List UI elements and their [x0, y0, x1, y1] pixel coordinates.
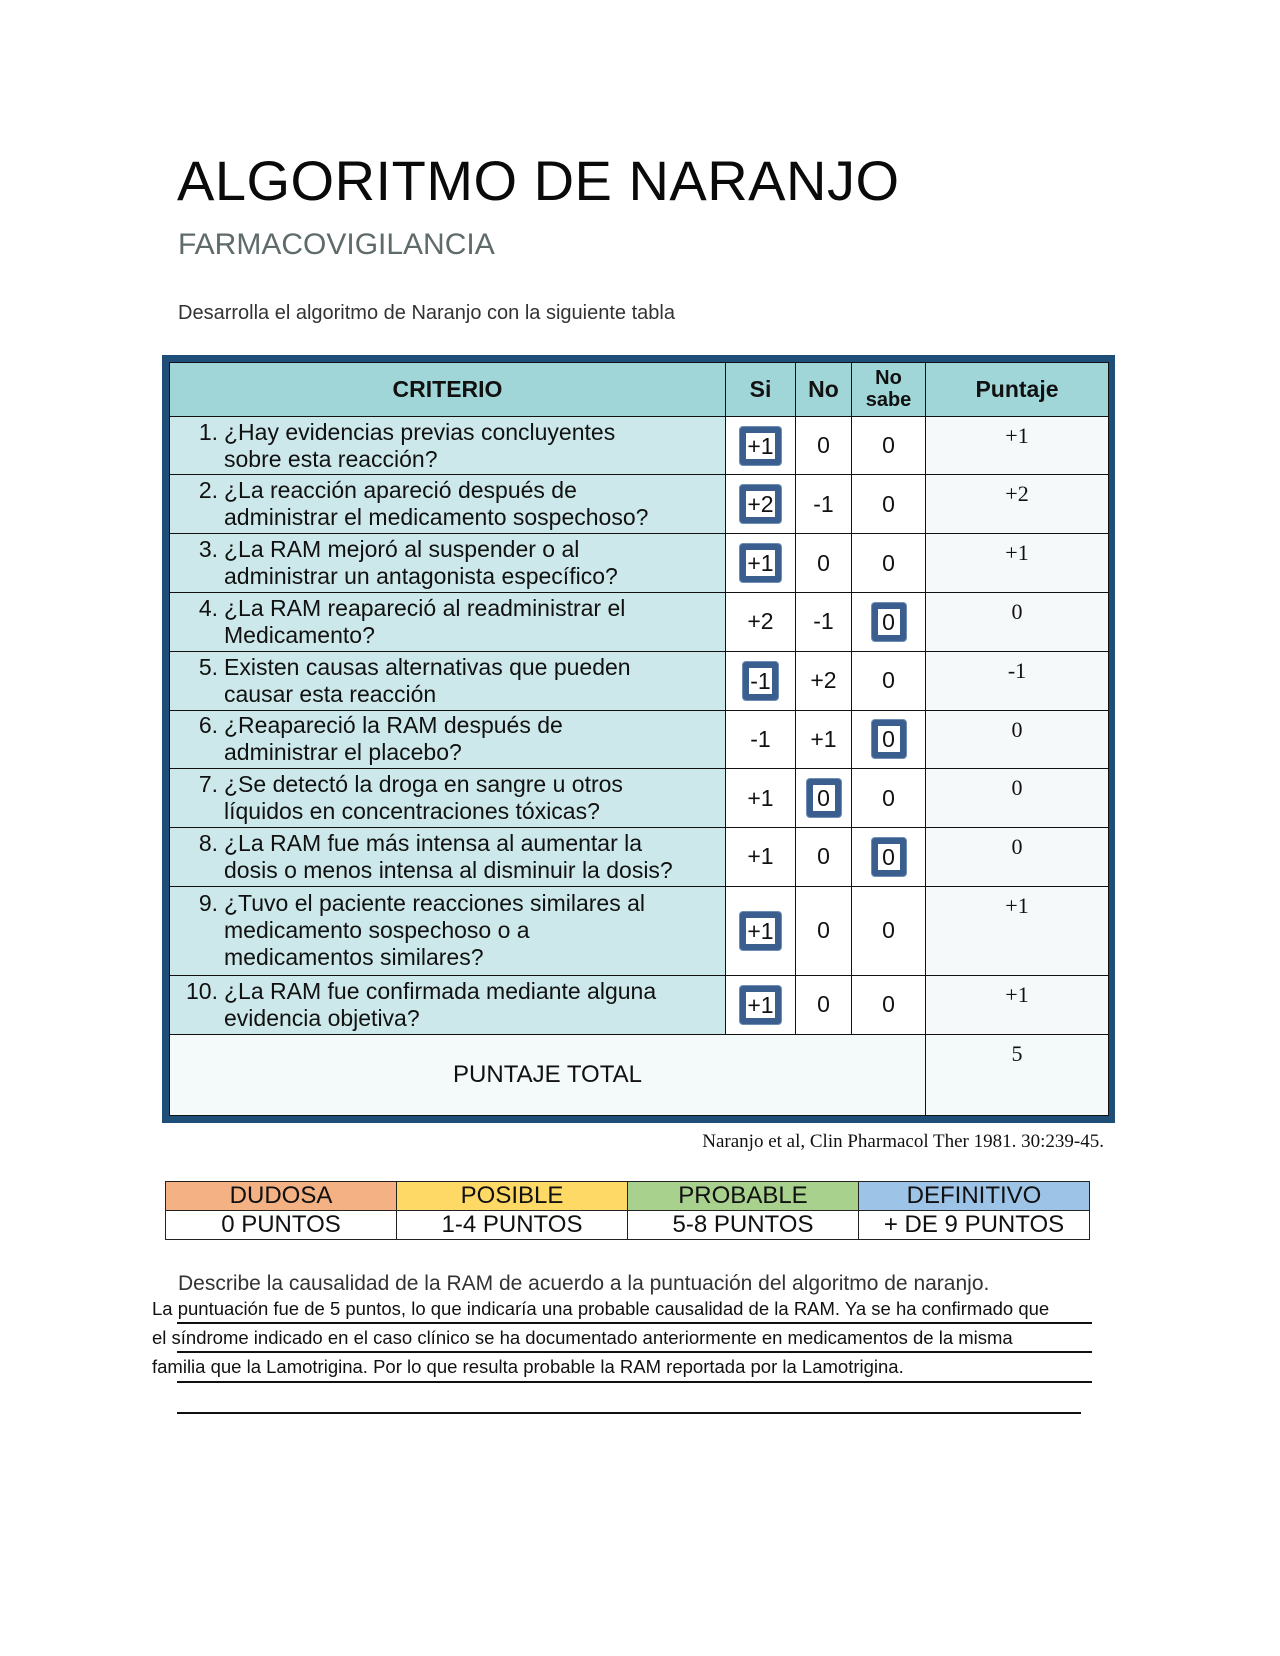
- causality-scale: [165, 1181, 1090, 1240]
- criteria-row: [170, 976, 1109, 1035]
- selected-answer-box[interactable]: 0: [872, 720, 906, 758]
- answer-rule-2: [177, 1351, 1092, 1353]
- total-score: 5: [926, 1034, 1109, 1115]
- selected-answer-box[interactable]: +2: [740, 485, 780, 523]
- option-si[interactable]: [726, 651, 796, 710]
- answer-line-1[interactable]: La puntuación fue de 5 puntos, lo que indicaría una probable causalidad de la RAM. Ya se ha confirmado que: [152, 1298, 1050, 1319]
- option-si[interactable]: +2: [726, 593, 796, 652]
- option-no[interactable]: 0: [796, 416, 852, 475]
- criteria-row: [170, 828, 1109, 887]
- row-score: 0: [926, 769, 1109, 828]
- selected-answer-box[interactable]: 0: [872, 838, 906, 876]
- option-no[interactable]: +2: [796, 651, 852, 710]
- criteria-row: [170, 475, 1109, 534]
- col-no-sabe: No sabe: [852, 363, 926, 417]
- scale-labels-row: [166, 1182, 1090, 1211]
- option-no[interactable]: +1: [796, 710, 852, 769]
- citation: Naranjo et al, Clin Pharmacol Ther 1981. 30:239-45.: [702, 1131, 1104, 1152]
- option-si[interactable]: -1: [726, 710, 796, 769]
- criteria-row: [170, 593, 1109, 652]
- naranjo-table-frame: [162, 355, 1115, 1123]
- scale-probable: PROBABLE: [628, 1182, 859, 1211]
- answer-line-2[interactable]: el síndrome indicado en el caso clínico se ha documentado anteriormente en medicamentos de la misma: [152, 1327, 1013, 1348]
- selected-answer-box[interactable]: +1: [740, 912, 780, 950]
- criteria-text: 1. ¿Hay evidencias previas concluyentes sobre esta reacción?: [170, 416, 726, 475]
- criteria-text: 7. ¿Se detectó la droga en sangre u otros líquidos en concentraciones tóxicas?: [170, 769, 726, 828]
- scale-dudosa: DUDOSA: [166, 1182, 397, 1211]
- row-score: +1: [926, 534, 1109, 593]
- option-no-sabe[interactable]: 0: [852, 651, 926, 710]
- option-no-sabe[interactable]: 0: [852, 534, 926, 593]
- row-score: +1: [926, 416, 1109, 475]
- total-row: [170, 1034, 1109, 1115]
- criteria-text: 10. ¿La RAM fue confirmada mediante alguna evidencia objetiva?: [170, 976, 726, 1035]
- page-subtitle: FARMACOVIGILANCIA: [178, 228, 495, 261]
- criteria-row: [170, 886, 1109, 975]
- selected-answer-box[interactable]: -1: [743, 662, 777, 700]
- option-si[interactable]: [726, 416, 796, 475]
- option-no[interactable]: 0: [796, 534, 852, 593]
- selected-answer-box[interactable]: 0: [807, 779, 841, 817]
- answer-rule-1: [177, 1322, 1092, 1324]
- criteria-row: [170, 534, 1109, 593]
- option-no-sabe[interactable]: [852, 710, 926, 769]
- range-dudosa: 0 PUNTOS: [166, 1211, 397, 1240]
- row-score: +1: [926, 976, 1109, 1035]
- option-no-sabe[interactable]: [852, 593, 926, 652]
- selected-answer-box[interactable]: +1: [740, 427, 780, 465]
- row-score: 0: [926, 593, 1109, 652]
- criteria-row: [170, 416, 1109, 475]
- criteria-text: 6. ¿Reapareció la RAM después de administrar el placebo?: [170, 710, 726, 769]
- range-probable: 5-8 PUNTOS: [628, 1211, 859, 1240]
- table-header-row: [170, 363, 1109, 417]
- range-definitivo: + DE 9 PUNTOS: [859, 1211, 1090, 1240]
- naranjo-table: [169, 362, 1109, 1116]
- option-si[interactable]: +1: [726, 828, 796, 887]
- option-si[interactable]: [726, 976, 796, 1035]
- page-title: ALGORITMO DE NARANJO: [177, 149, 900, 212]
- option-no-sabe[interactable]: [852, 828, 926, 887]
- option-si[interactable]: +1: [726, 769, 796, 828]
- row-score: -1: [926, 651, 1109, 710]
- selected-answer-box[interactable]: +1: [740, 986, 780, 1024]
- option-si[interactable]: [726, 534, 796, 593]
- option-si[interactable]: [726, 475, 796, 534]
- scale-posible: POSIBLE: [397, 1182, 628, 1211]
- option-no[interactable]: -1: [796, 475, 852, 534]
- row-score: +1: [926, 886, 1109, 975]
- criteria-row: [170, 769, 1109, 828]
- option-si[interactable]: [726, 886, 796, 975]
- scale-ranges-row: [166, 1211, 1090, 1240]
- criteria-text: 3. ¿La RAM mejoró al suspender o al administrar un antagonista específico?: [170, 534, 726, 593]
- criteria-text: 2. ¿La reacción apareció después de administrar el medicamento sospechoso?: [170, 475, 726, 534]
- option-no-sabe[interactable]: 0: [852, 886, 926, 975]
- criteria-row: [170, 710, 1109, 769]
- row-score: 0: [926, 710, 1109, 769]
- range-posible: 1-4 PUNTOS: [397, 1211, 628, 1240]
- instruction-text: Desarrolla el algoritmo de Naranjo con la siguiente tabla: [178, 302, 675, 324]
- criteria-text: 4. ¿La RAM reapareció al readministrar el Medicamento?: [170, 593, 726, 652]
- row-score: +2: [926, 475, 1109, 534]
- answer-rule-3: [177, 1381, 1092, 1383]
- criteria-text: 5. Existen causas alternativas que pueden causar esta reacción: [170, 651, 726, 710]
- option-no-sabe[interactable]: 0: [852, 976, 926, 1035]
- answer-rule-4: [177, 1412, 1081, 1414]
- answer-line-3[interactable]: familia que la Lamotrigina. Por lo que resulta probable la RAM reportada por la Lamotrigina.: [152, 1356, 904, 1377]
- selected-answer-box[interactable]: +1: [740, 544, 780, 582]
- row-score: 0: [926, 828, 1109, 887]
- option-no[interactable]: 0: [796, 828, 852, 887]
- option-no-sabe[interactable]: 0: [852, 416, 926, 475]
- option-no[interactable]: 0: [796, 886, 852, 975]
- scale-definitivo: DEFINITIVO: [859, 1182, 1090, 1211]
- option-no[interactable]: [796, 769, 852, 828]
- answer-prompt: Describe la causalidad de la RAM de acuerdo a la puntuación del algoritmo de naranjo.: [178, 1272, 990, 1295]
- option-no[interactable]: -1: [796, 593, 852, 652]
- option-no-sabe[interactable]: 0: [852, 769, 926, 828]
- option-no-sabe[interactable]: 0: [852, 475, 926, 534]
- col-criterio: CRITERIO: [170, 363, 726, 417]
- selected-answer-box[interactable]: 0: [872, 603, 906, 641]
- col-no: No: [796, 363, 852, 417]
- option-no[interactable]: 0: [796, 976, 852, 1035]
- total-label: PUNTAJE TOTAL: [170, 1034, 926, 1115]
- criteria-row: [170, 651, 1109, 710]
- criteria-text: 8. ¿La RAM fue más intensa al aumentar la dosis o menos intensa al disminuir la dosis?: [170, 828, 726, 887]
- col-si: Si: [726, 363, 796, 417]
- col-puntaje: Puntaje: [926, 363, 1109, 417]
- criteria-text: 9. ¿Tuvo el paciente reacciones similares al medicamento sospechoso o a medicamentos similares?: [170, 886, 726, 975]
